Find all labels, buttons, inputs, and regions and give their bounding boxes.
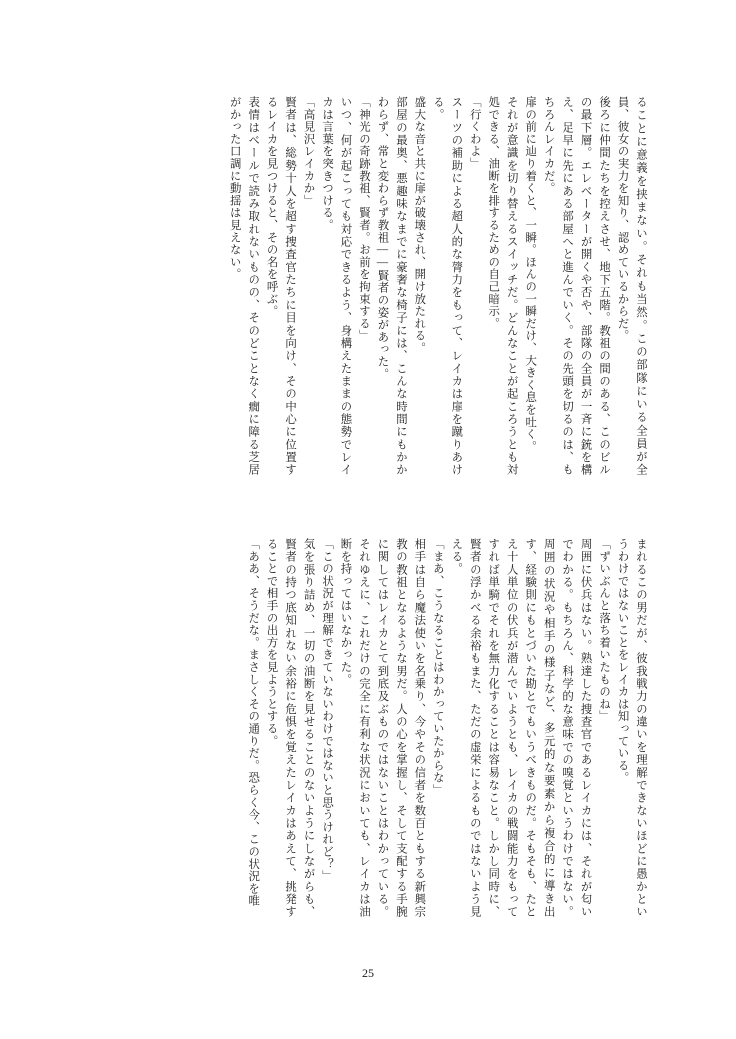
- paragraph: 「ああ、そうだな。まさしくその通りだ。恐らく今、この状況を唯: [247, 538, 260, 907]
- paragraph: 「この状況が理解できていないわけではないと思うけれど？」: [321, 538, 334, 883]
- body-text-upper: [90, 96, 650, 476]
- paragraph: ることに意義を挟まない。それも当然。この部隊にいる全員が全員、彼女の実力を知り、認めているからだ。: [616, 96, 647, 476]
- paragraph: 「行くわよ」: [468, 96, 481, 170]
- paragraph: それが意識を切り替えるスイッチだ。どんなことが起ころうとも対処できる、油断を排するための自己暗示。: [487, 96, 518, 476]
- paragraph: 表情はベールで読み取れないものの、そのどことなく癇に障る芝居がかった口調に動揺は見えない。: [228, 96, 260, 476]
- paragraph: 賢者は、総勢十人を超す捜査官たちに目を向け、その中心に位置するレイカを見つけると、その名を呼ぶ。: [265, 96, 297, 476]
- paragraph: 「まあ、こうなることはわかっていたからな」: [431, 538, 444, 797]
- paragraph: 盛大な音と共に扉が破壊され、開け放たれる。: [413, 96, 426, 355]
- paragraph: 「ずいぶんと落ち着いたものね」: [598, 538, 611, 723]
- paragraph: 「高見沢レイカか」: [302, 96, 315, 207]
- paragraph: スーツの補助による超人的な膂力をもって、レイカは扉を蹴りあける。: [431, 96, 463, 476]
- paragraph: 部屋の最奥、悪趣味なまでに豪奢な椅子には、こんな時間にもかかわらず、常と変わらず教祖——賢者の姿があった。: [376, 96, 407, 476]
- paragraph: 周囲に伏兵はない。熟達した捜査官であるレイカには、それが匂いでわかる。もちろん、科学的な意味での嗅覚というわけではない。周囲の状況や相手の様子など、多元的な要素から複合的に導き出す、経験則にもとづいた勘とでもいうべきものだ。そもそも、たとえ十人単位の伏兵が潜んでいようとも、レイカの戦闘能力をもってすれば単騎でそれを無力化することは容易なこと。しかし同時に、賢者の浮かべる余裕もまた、ただの虚栄によるものではないよう見える。: [450, 538, 592, 918]
- paragraph: 相手は自ら魔法使いを名乗り、今やその信者を数百ともする新興宗教の教祖となるような男だ。人の心を掌握し、そして支配する手腕に関してはレイカとて到底及ぶものではないことはわかっている。それゆえに、これだけの完全に有利な状況においても、レイカは油断を持ってはいなかった。: [339, 538, 426, 918]
- paragraph: 後ろに仲間たちを控えさせ、地下五階。教祖の間のある、このビルの最下層。エレベーターが開くや否や、部隊の全員が一斉に銃を構え、足早に先にある部屋へと進んでいく。その先頭を切るのは、もちろんレイカだ。: [542, 96, 611, 476]
- paragraph: 気を張り詰め、一切の油断を見せることのないようにしながらも、賢者の持つ底知れない余裕に危惧を覚えたレイカはあえて、挑発することで相手の出方を見ようとする。: [265, 538, 315, 918]
- page-number: 25: [362, 966, 374, 980]
- paragraph: まれるこの男だが、彼我戦力の違いを理解できないほどに愚かというわけではないことをレイカは知っている。: [616, 538, 647, 918]
- body-text-lower: [90, 538, 650, 918]
- paragraph: 「神光の奇跡教祖、賢者。お前を拘束する」: [357, 96, 370, 342]
- paragraph: いつ、何が起こっても対応できるよう、身構えたままの態勢でレイカは言葉を突きつける。: [321, 96, 352, 476]
- paragraph: 扉の前に辿り着くと、一瞬。ほんの一瞬だけ、大きく息を吐く。: [524, 96, 537, 453]
